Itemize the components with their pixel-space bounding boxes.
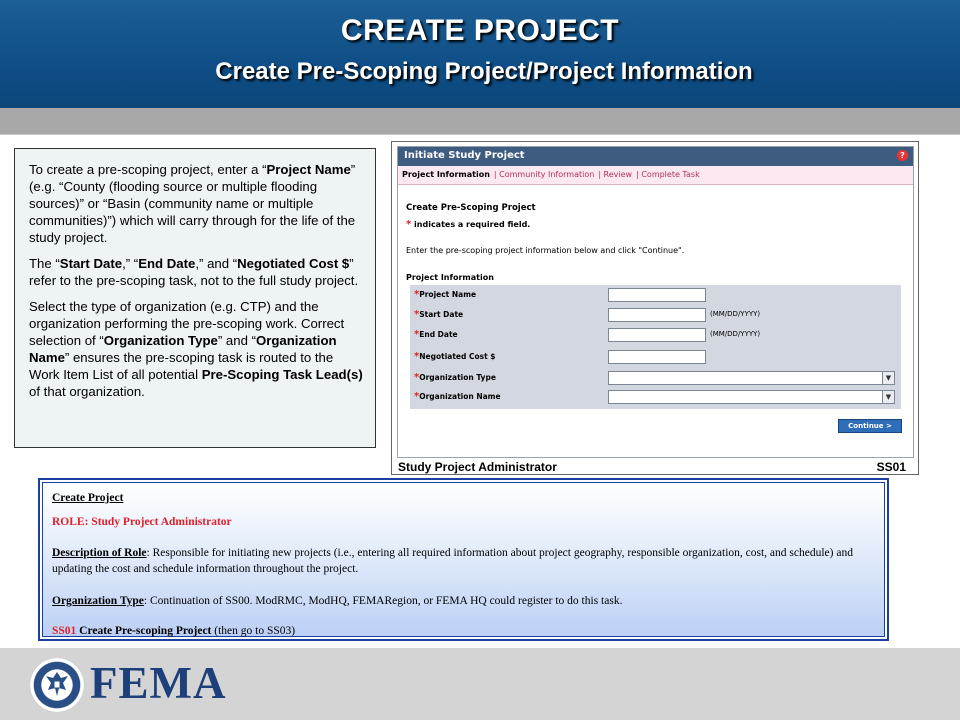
- form-row-organization-type: [410, 368, 901, 388]
- caption-code: SS01: [876, 460, 906, 474]
- eagle-icon: [44, 670, 70, 698]
- chevron-down-icon[interactable]: ▼: [882, 391, 894, 403]
- field-label: *End Date: [414, 329, 458, 340]
- section-heading: Project Information: [406, 273, 494, 282]
- form-row-negotiated-cost: [410, 347, 901, 367]
- page-title: CREATE PROJECT: [340, 14, 620, 47]
- project-name-input[interactable]: [608, 288, 706, 302]
- field-label: *Start Date: [414, 309, 464, 320]
- field-label: *Organization Name: [414, 391, 501, 402]
- window-title: Initiate Study Project: [404, 150, 525, 161]
- form-row-organization-name: [410, 387, 901, 407]
- form-instructions: Enter the pre-scoping project information below and click "Continue".: [406, 246, 685, 255]
- required-star: *: [406, 219, 412, 230]
- window-titlebar: [398, 147, 913, 166]
- info-role: ROLE: Study Project Administrator: [52, 516, 232, 528]
- tab-project-information[interactable]: Project Information: [402, 170, 490, 179]
- start-date-input[interactable]: [608, 308, 706, 322]
- role-info-box: [38, 478, 889, 641]
- field-label: *Project Name: [414, 289, 477, 300]
- form-row-end-date: [410, 325, 901, 345]
- field-label: *Negotiated Cost $: [414, 351, 496, 362]
- caption-role: Study Project Administrator: [398, 460, 557, 474]
- continue-button[interactable]: Continue >: [838, 419, 902, 433]
- field-label: *Organization Type: [414, 372, 496, 383]
- organization-type-select[interactable]: [608, 371, 895, 385]
- help-icon[interactable]: ?: [897, 150, 908, 161]
- end-date-input[interactable]: [608, 328, 706, 342]
- header-divider-band: [0, 108, 960, 135]
- project-info-form: [410, 285, 901, 409]
- tab-community-information[interactable]: | Community Information: [493, 170, 595, 179]
- fema-logo: FEMA: [90, 658, 227, 708]
- tab-complete-task[interactable]: | Complete Task: [636, 170, 700, 179]
- date-format-hint: (MM/DD/YYYY): [710, 310, 761, 318]
- form-row-project-name: [410, 285, 901, 305]
- form-title: Create Pre-Scoping Project: [406, 203, 536, 213]
- required-note: [406, 219, 530, 230]
- form-row-start-date: [410, 305, 901, 325]
- wizard-steps-nav: [398, 166, 913, 185]
- negotiated-cost-input[interactable]: [608, 350, 706, 364]
- info-step: SS01 Create Pre-scoping Project (then go to SS03): [52, 625, 296, 637]
- organization-name-select[interactable]: [608, 390, 895, 404]
- date-format-hint: (MM/DD/YYYY): [710, 330, 761, 338]
- slide-header: [0, 0, 960, 108]
- instruction-paragraph-2: The “Start Date,” “End Date,” and “Negotiated Cost $” refer to the pre-scoping task, not to the full study project.: [29, 256, 359, 288]
- info-organization-type: Organization Type: Continuation of SS00. ModRMC, ModHQ, FEMARegion, or FEMA HQ could register to do this task.: [52, 595, 623, 607]
- instruction-paragraph-1: To create a pre-scoping project, enter a “Project Name” (e.g. “County (flooding source or multiple flooding sources)” or “Basin (community name or multiple communities)”) which will carry through for the life of the study project.: [29, 162, 356, 245]
- instruction-paragraph-3: Select the type of organization (e.g. CTP) and the organization performing the pre-scoping work. Correct selection of “Organization Type” and “Organization Name” ensures the pre-scoping task is routed to the Work Item List of all potential Pre-Scoping Task Lead(s) of that organization.: [29, 299, 363, 399]
- chevron-down-icon[interactable]: ▼: [882, 372, 894, 384]
- application-screenshot: [391, 141, 919, 475]
- page-subtitle: Create Pre-Scoping Project/Project Information: [215, 58, 753, 85]
- instructions-text-box: [14, 148, 376, 448]
- required-note-text: indicates a required field.: [414, 220, 531, 229]
- role-info-content: [42, 482, 885, 637]
- info-heading: Create Project: [52, 492, 124, 504]
- info-description: Description of Role: Responsible for initiating new projects (i.e., entering all required information about project geography, responsible organization, cost, and schedule) and updating the cost and schedule information throughout the project.: [52, 547, 853, 575]
- app-window: [397, 146, 914, 458]
- tab-review[interactable]: | Review: [598, 170, 633, 179]
